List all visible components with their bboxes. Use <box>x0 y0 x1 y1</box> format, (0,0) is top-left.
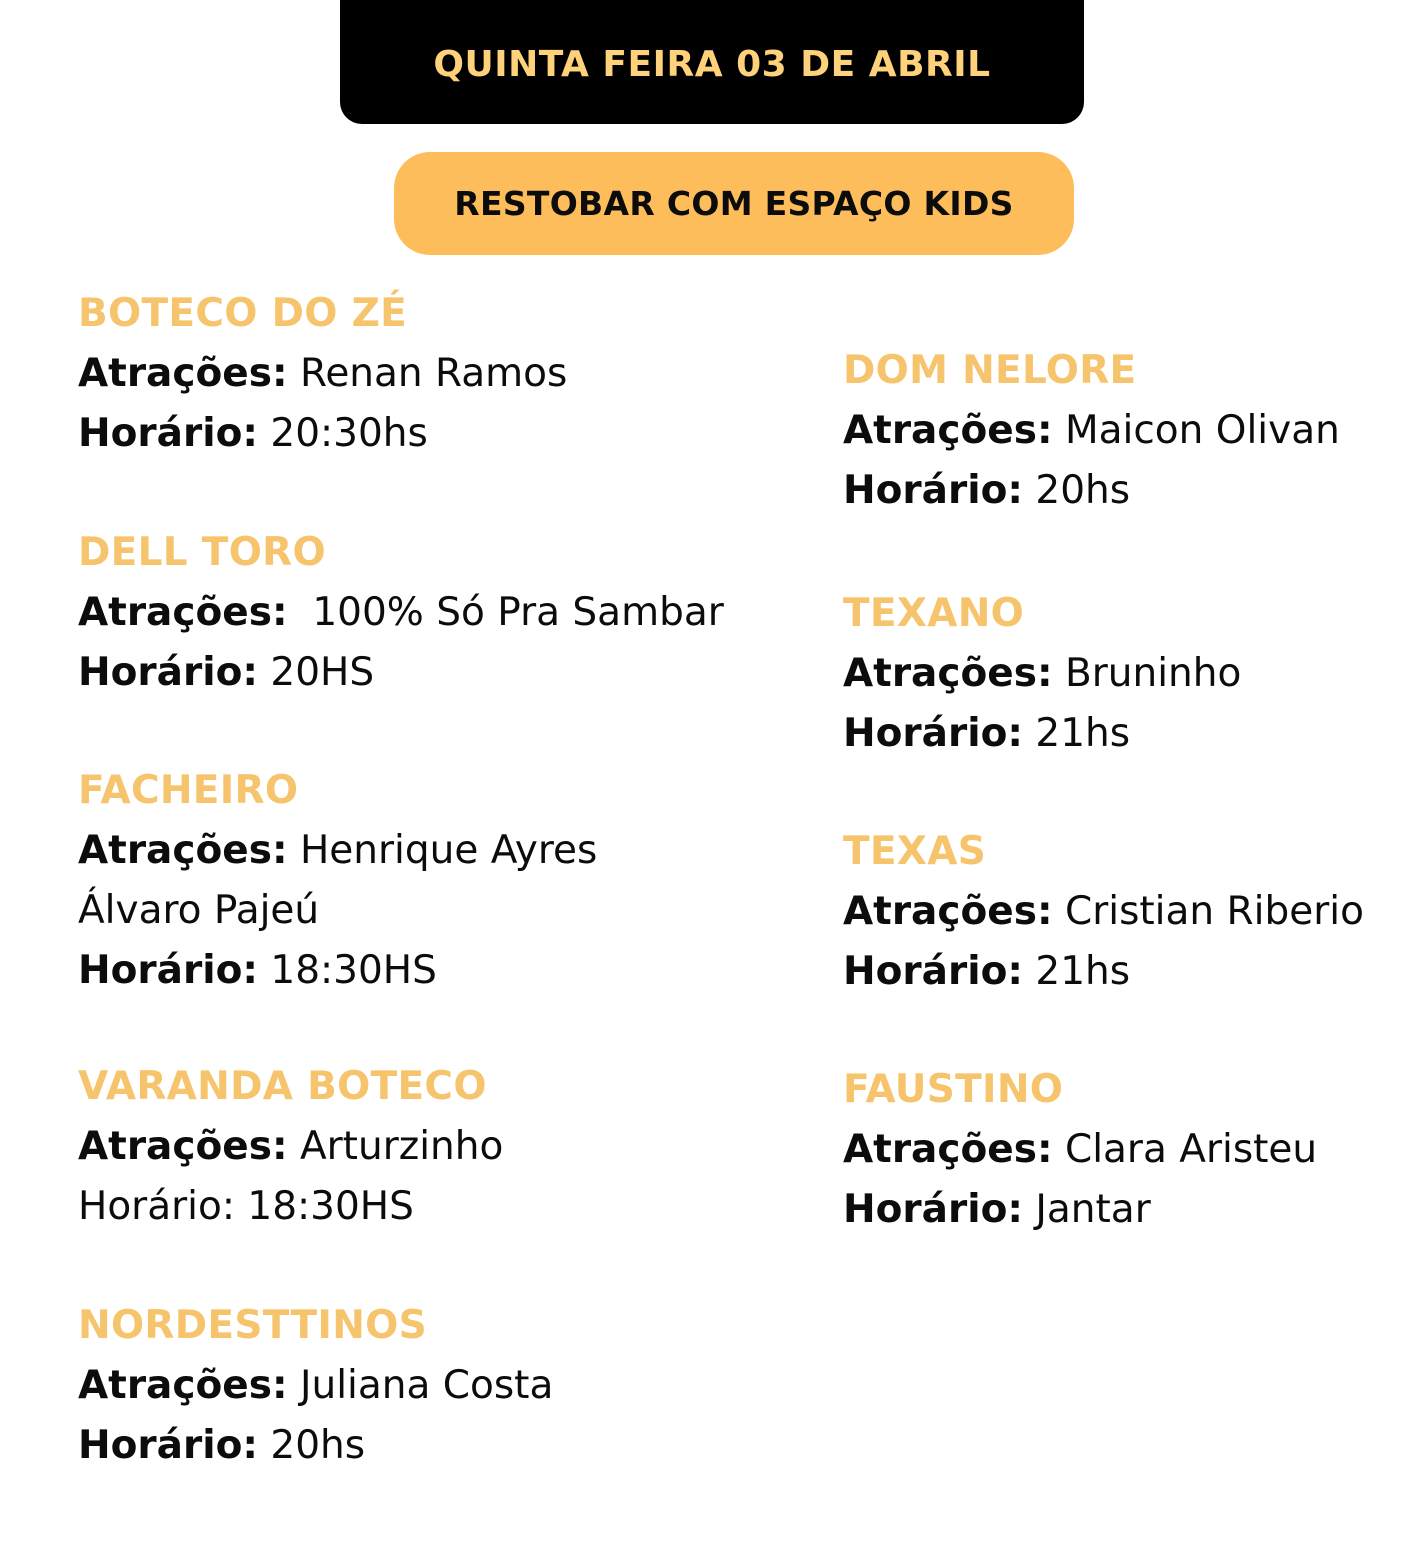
attractions-value: Arturzinho <box>299 1124 504 1169</box>
venue-name: DELL TORO <box>78 530 326 575</box>
attractions-label: Atrações: <box>78 1363 288 1408</box>
venue-name: TEXAS <box>843 829 987 874</box>
venue-dell-toro <box>78 523 724 703</box>
time-value: 21hs <box>1035 949 1131 994</box>
time-label: Horário: <box>78 650 258 695</box>
time-label: Horário: <box>843 711 1023 756</box>
time-value: 20hs <box>270 1423 366 1468</box>
time-line <box>843 942 1364 1002</box>
time-label: Horário: <box>78 1423 258 1468</box>
attractions-line <box>843 644 1241 704</box>
time-line <box>78 404 567 464</box>
time-line <box>843 1180 1317 1240</box>
time-value: 21hs <box>1035 711 1131 756</box>
venue-nordesttinos <box>78 1296 553 1476</box>
time-line <box>78 941 597 1001</box>
attractions-line <box>843 882 1364 942</box>
time-line <box>78 643 724 703</box>
attractions-line <box>78 1117 503 1177</box>
attractions-line <box>78 583 724 643</box>
attractions-label: Atrações: <box>843 1127 1053 1172</box>
time-value: 20HS <box>270 650 375 695</box>
time-value: Jantar <box>1035 1187 1151 1232</box>
time-label: Horário: <box>843 468 1023 513</box>
attractions-value: Henrique Ayres <box>299 828 598 873</box>
venue-name: BOTECO DO ZÉ <box>78 291 408 336</box>
attractions-value: Juliana Costa <box>299 1363 554 1408</box>
venue-faustino <box>843 1060 1317 1240</box>
time-label: Horário: <box>78 948 258 993</box>
venue-name: TEXANO <box>843 591 1025 636</box>
venue-facheiro <box>78 761 597 1001</box>
venue-name: FACHEIRO <box>78 768 299 813</box>
venue-name: VARANDA BOTECO <box>78 1064 487 1109</box>
time-plain: Horário: 18:30HS <box>78 1184 414 1229</box>
attractions-value: Maicon Olivan <box>1064 408 1340 453</box>
venue-name: DOM NELORE <box>843 348 1137 393</box>
time-line <box>843 461 1340 521</box>
venue-varanda-boteco <box>78 1057 503 1237</box>
attractions-line <box>843 1120 1317 1180</box>
date-banner <box>340 0 1084 124</box>
time-label: Horário: <box>843 1187 1023 1232</box>
time-value: 18:30HS <box>270 948 437 993</box>
time-value: 20:30hs <box>270 411 428 456</box>
attractions-label: Atrações: <box>78 828 288 873</box>
attractions-line <box>843 401 1340 461</box>
venue-name: NORDESTTINOS <box>78 1303 428 1348</box>
venue-texano <box>843 584 1241 764</box>
attractions-value: Clara Aristeu <box>1064 1127 1318 1172</box>
venue-texas <box>843 822 1364 1002</box>
attractions-label: Atrações: <box>78 1124 288 1169</box>
attractions-label: Atrações: <box>78 351 288 396</box>
attractions-line <box>78 1356 553 1416</box>
attractions-line <box>78 821 597 881</box>
time-line <box>78 1177 503 1237</box>
attractions-label: Atrações: <box>843 889 1053 934</box>
attractions-line <box>78 344 567 404</box>
attractions-label: Atrações: <box>78 590 288 635</box>
attractions-label: Atrações: <box>843 651 1053 696</box>
attractions-value: 100% Só Pra Sambar <box>312 590 724 635</box>
venue-boteco-do-ze <box>78 284 567 464</box>
category-pill <box>394 152 1074 255</box>
attractions-line-2 <box>78 881 597 941</box>
attractions-label: Atrações: <box>843 408 1053 453</box>
date-title: QUINTA FEIRA 03 DE ABRIL <box>433 43 991 85</box>
attractions-value-2: Álvaro Pajeú <box>78 888 320 933</box>
time-line <box>843 704 1241 764</box>
venue-name: FAUSTINO <box>843 1067 1064 1112</box>
time-line <box>78 1416 553 1476</box>
attractions-value: Bruninho <box>1064 651 1242 696</box>
category-label: RESTOBAR COM ESPAÇO KIDS <box>454 184 1014 223</box>
attractions-value: Renan Ramos <box>299 351 568 396</box>
time-label: Horário: <box>843 949 1023 994</box>
time-value: 20hs <box>1035 468 1131 513</box>
time-label: Horário: <box>78 411 258 456</box>
attractions-value: Cristian Riberio <box>1064 889 1364 934</box>
venue-dom-nelore <box>843 341 1340 521</box>
